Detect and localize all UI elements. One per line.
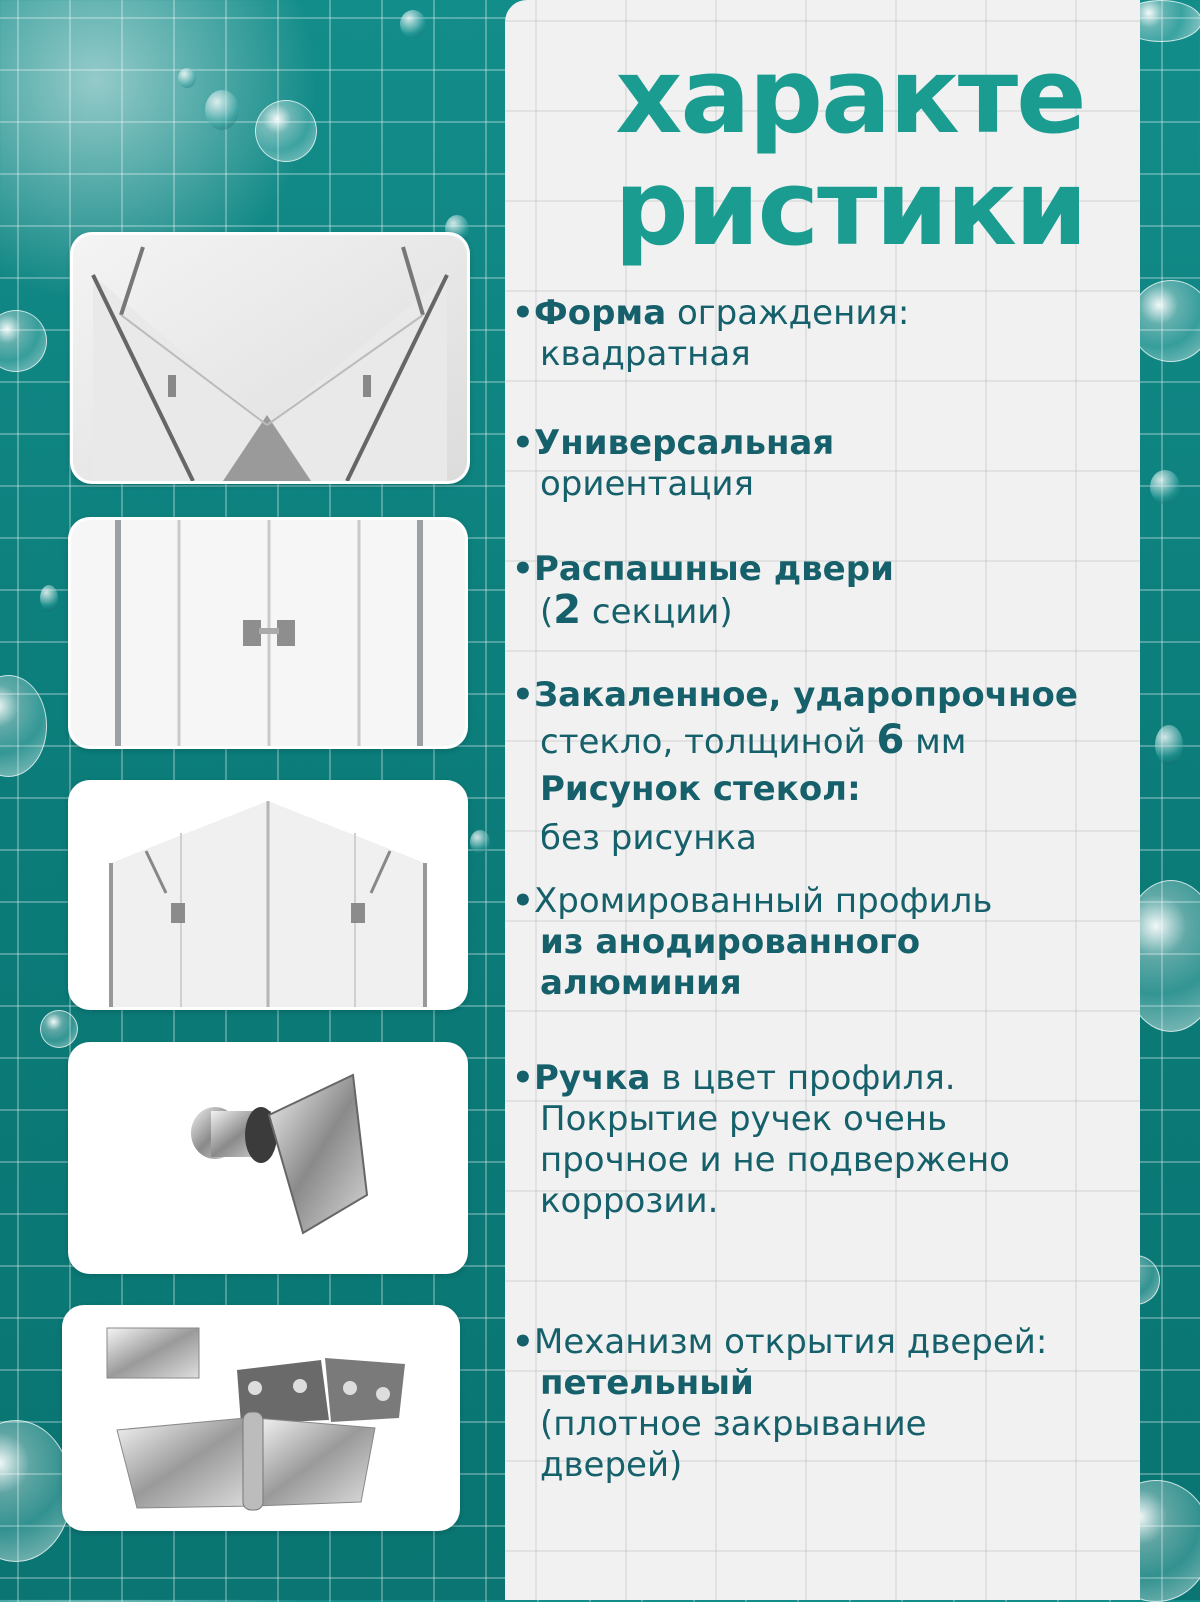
feature-text: дверей) xyxy=(540,1445,683,1485)
feature-label: алюминия xyxy=(540,963,742,1003)
hinge-icon xyxy=(65,1308,457,1528)
feature-text: Механизм открытия дверей: xyxy=(534,1322,1048,1362)
feature-glass xyxy=(512,675,1132,859)
water-drop-decoration xyxy=(178,68,196,88)
bullet-icon: • xyxy=(512,881,534,921)
feature-label: из анодированного xyxy=(540,922,921,962)
feature-orientation xyxy=(512,423,1132,505)
feature-label: Распашные двери xyxy=(534,549,894,589)
bubble-decoration xyxy=(0,310,47,372)
feature-text: Хромированный профиль xyxy=(534,881,993,921)
water-drop-decoration xyxy=(400,10,426,38)
feature-text: Покрытие ручек очень xyxy=(540,1099,948,1139)
feature-text: коррозии. xyxy=(540,1181,719,1221)
page-title xyxy=(570,35,1130,269)
bullet-icon: • xyxy=(512,1058,534,1098)
bubble-decoration xyxy=(40,1010,78,1048)
feature-value: квадратная xyxy=(540,334,751,374)
feature-label: Универсальная xyxy=(534,423,835,463)
water-drop-decoration xyxy=(40,585,58,611)
feature-doors xyxy=(512,549,1132,633)
water-drop-decoration xyxy=(470,830,490,854)
feature-label: Закаленное, ударопрочное xyxy=(534,675,1078,715)
feature-number: 2 xyxy=(553,587,582,633)
bubble-decoration xyxy=(1130,280,1200,362)
feature-value: ориентация xyxy=(540,464,754,504)
feature-text: секции) xyxy=(581,592,733,632)
feature-number: 6 xyxy=(876,717,905,763)
feature-label: Ручка xyxy=(534,1058,651,1098)
feature-label: Форма xyxy=(534,293,667,333)
bullet-icon: • xyxy=(512,675,534,715)
bullet-icon: • xyxy=(512,423,534,463)
bullet-icon: • xyxy=(512,1322,534,1362)
feature-text: ( xyxy=(540,592,554,632)
door-hinge-photo xyxy=(62,1305,460,1531)
feature-text: прочное и не подвержено xyxy=(540,1140,1010,1180)
feature-text: (плотное закрывание xyxy=(540,1404,927,1444)
feature-label: Рисунок стекол: xyxy=(540,769,861,809)
feature-shape xyxy=(512,293,1132,375)
shower-corner-photo xyxy=(70,232,470,484)
title-line-1: характе xyxy=(615,35,1085,157)
shower-doors-icon xyxy=(71,520,465,746)
feature-handle xyxy=(512,1058,1132,1222)
door-handle-photo xyxy=(68,1042,468,1274)
feature-value: без рисунка xyxy=(540,818,757,858)
water-drop-decoration xyxy=(205,90,239,130)
bubble-decoration xyxy=(0,675,47,777)
bubble-decoration xyxy=(255,100,317,162)
feature-label: петельный xyxy=(540,1363,754,1403)
feature-text: в цвет профиля. xyxy=(650,1058,956,1098)
water-drop-decoration xyxy=(1150,470,1180,504)
shower-side-icon xyxy=(71,783,465,1007)
water-drop-decoration xyxy=(1155,725,1183,765)
title-line-2: ристики xyxy=(614,147,1086,269)
feature-text: ограждения: xyxy=(666,293,910,333)
bullet-icon: • xyxy=(512,549,534,589)
shower-corner-side-photo xyxy=(68,780,468,1010)
feature-mechanism xyxy=(512,1322,1132,1486)
shower-doors-front-photo xyxy=(68,517,468,749)
feature-text: мм xyxy=(904,722,967,762)
handle-icon xyxy=(71,1045,465,1271)
feature-profile xyxy=(512,881,1132,1004)
shower-corner-icon xyxy=(73,235,467,481)
bullet-icon: • xyxy=(512,293,534,333)
feature-text: стекло, толщиной xyxy=(540,722,877,762)
